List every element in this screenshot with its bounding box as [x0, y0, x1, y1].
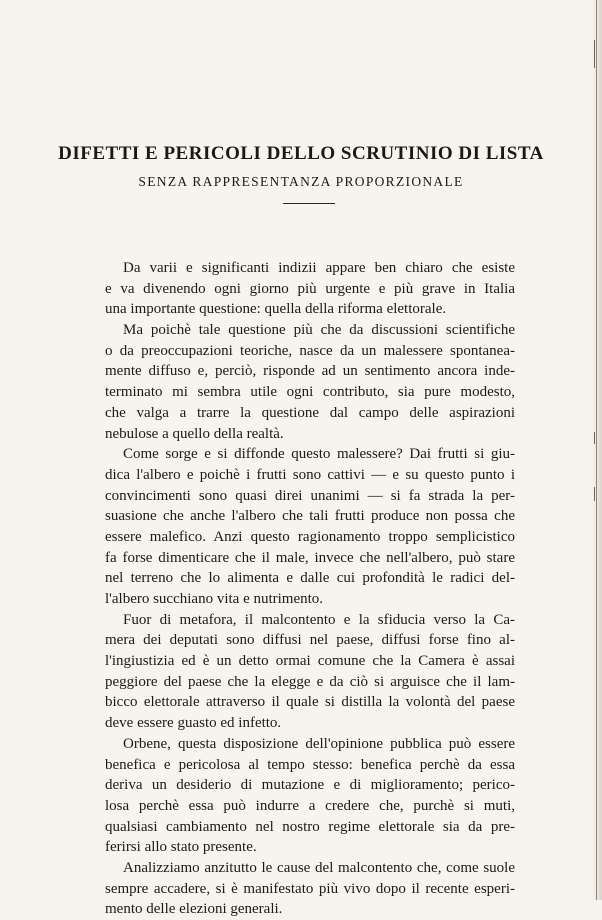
text-line: una importante questione: quella della riforma elettorale.: [105, 301, 447, 318]
title-rule: [283, 203, 335, 204]
chapter-subtitle: SENZA RAPPRESENTANZA PROPORZIONALE: [138, 174, 464, 189]
margin-mark: [594, 487, 595, 501]
text-line: sempre accadere, si è manifestato più vivo dopo il recente esperi-: [105, 880, 515, 897]
text-line: nebulose a quello della realtà.: [105, 425, 284, 442]
body-text: [105, 258, 515, 920]
text-line: Analizziamo anzitutto le cause del malcontento che, come suole: [123, 859, 515, 876]
text-line: o da preoccupazioni teoriche, nasce da un malessere spontanea-: [105, 342, 515, 359]
text-line: Orbene, questa disposizione dell'opinione pubblica può essere: [123, 735, 515, 752]
text-line: l'albero succhiano vita e nutrimento.: [105, 591, 324, 607]
text-line: Come sorge e si diffonde questo malessere? Dai frutti si giu-: [123, 446, 515, 463]
text-line: terminato mi sembra utile ogni contributo, sia pure modesto,: [105, 384, 515, 401]
text-line: Da varii e significanti indizii appare ben chiaro che esiste: [123, 260, 515, 276]
text-line: Ma poichè tale questione più che da discussioni scientifiche: [123, 322, 515, 339]
text-line: ferirsi allo stato presente.: [105, 839, 257, 856]
text-line: nel terreno che lo alimenta e dalle cui profondità le radici del-: [105, 570, 515, 587]
page-edge-shadow: [592, 0, 602, 900]
page-edge-line: [596, 0, 597, 900]
text-line: e va divenendo ogni giorno più urgente e più grave in Italia: [105, 280, 515, 297]
text-line: benefica e pericolosa al tempo stesso: benefica perchè da essa: [105, 756, 515, 773]
text-line: che valga a trarre la questione dal campo delle aspirazioni: [105, 404, 515, 421]
text-line: dica l'albero e poichè i frutti sono cattivi — e su questo punto i: [105, 466, 515, 483]
text-line: suasione che anche l'albero che tali frutti produce non possa che: [105, 508, 515, 525]
text-line: mento delle elezioni generali.: [105, 901, 283, 918]
margin-mark: [594, 432, 595, 444]
margin-mark: [594, 40, 595, 68]
text-line: mente diffuso e, perciò, risponde ad un sentimento ancora inde-: [105, 363, 515, 380]
text-line: losa perchè essa può indurre a credere che, purchè si muti,: [105, 797, 515, 814]
text-line: fa forse dimenticare che il male, invece che nell'albero, può stare: [105, 549, 515, 566]
text-line: convincimenti sono quasi direi unanimi — si fa strada la per-: [105, 487, 515, 504]
chapter-title: DIFETTI E PERICOLI DELLO SCRUTINIO DI LISTA: [58, 143, 544, 164]
text-line: qualsiasi cambiamento nel nostro regime elettorale sia da pre-: [105, 818, 515, 835]
text-line: peggiore del paese che la elegge e da ciò si arguisce che il lam-: [105, 673, 515, 690]
text-line: Fuor di metafora, il malcontento e la sfiducia verso la Ca-: [123, 611, 515, 628]
text-line: l'ingiustizia ed è un detto ormai comune che la Camera è assai: [105, 653, 515, 670]
text-line: essere malefico. Anzi questo ragionamento troppo semplicistico: [105, 528, 515, 545]
text-line: bicco elettorale attraverso il quale si distilla la volontà del paese: [105, 694, 515, 711]
text-line: mera dei deputati sono diffusi nel paese, diffusi forse fino al-: [105, 632, 515, 649]
text-line: deve essere guasto ed infetto.: [105, 715, 282, 732]
text-line: deriva un desiderio di mutazione e di miglioramento; perico-: [105, 777, 515, 794]
